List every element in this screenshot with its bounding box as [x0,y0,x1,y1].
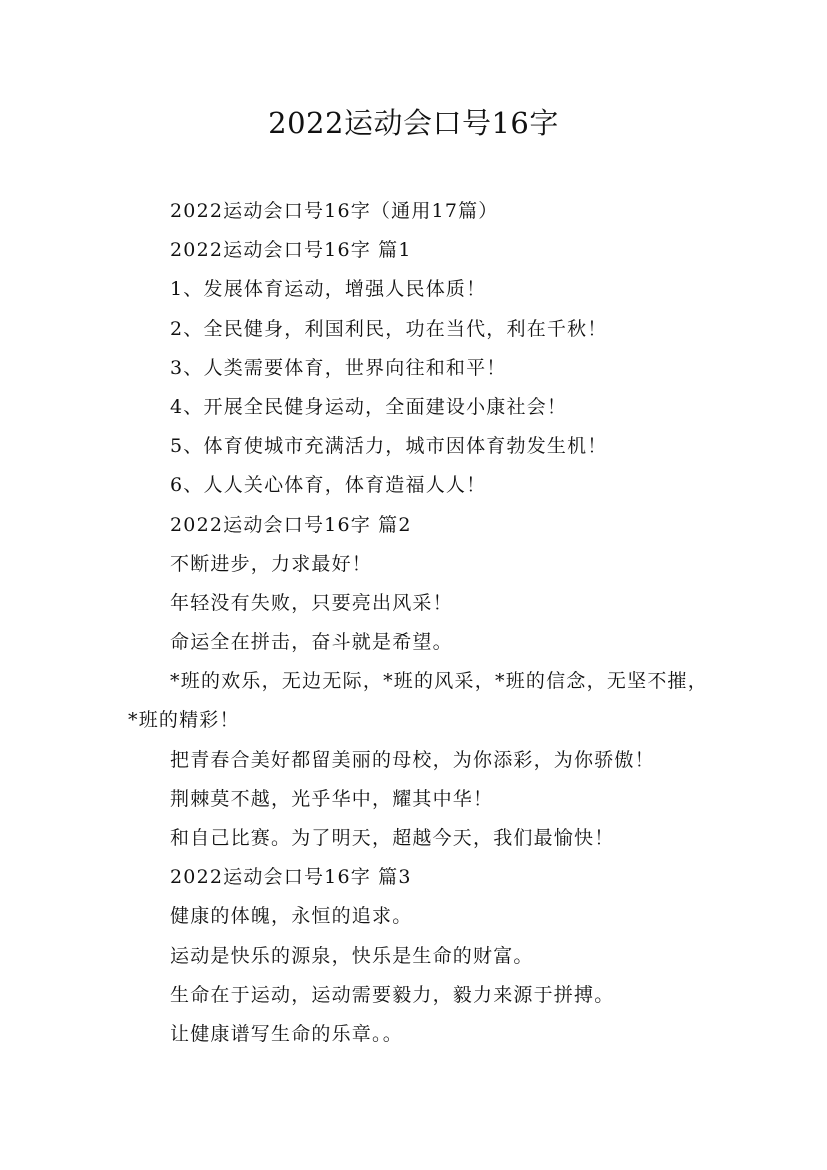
slogan-line: 5、体育使城市充满活力，城市因体育勃发生机！ [170,435,608,458]
document-body [128,192,708,1054]
slogan-line: 命运全在拼击，奋斗就是希望。 [170,631,453,654]
slogan-line: 把青春合美好都留美丽的母校，为你添彩，为你骄傲！ [170,748,655,771]
section-heading: 2022运动会口号16字 篇3 [170,866,412,889]
slogan-line: 4、开展全民健身运动，全面建设小康社会！ [170,395,568,418]
slogan-line: 6、人人关心体育，体育造福人人！ [170,474,487,497]
slogan-line: 3、人类需要体育，世界向往和和平！ [170,356,507,379]
slogan-line: 和自己比赛。为了明天，超越今天，我们最愉快！ [170,827,615,850]
document-title: 2022运动会口号16字 [268,106,559,140]
intro-line: 2022运动会口号16字（通用17篇） [170,200,499,222]
slogan-line: 年轻没有失败，只要亮出风采！ [170,591,453,614]
slogan-line: 让健康谱写生命的乐章。。 [170,1022,403,1045]
slogan-line: 健康的体魄，永恒的追求。 [170,905,413,928]
slogan-line: 运动是快乐的源泉，快乐是生命的财富。 [170,944,534,967]
section-heading: 2022运动会口号16字 篇1 [170,239,412,262]
slogan-line: 生命在于运动，运动需要毅力，毅力来源于拼搏。 [170,983,615,1006]
slogan-paragraph: *班的欢乐，无边无际，*班的风采，*班的信念，无坚不摧，*班的精彩！ [128,670,708,732]
slogan-line: 2、全民健身，利国利民，功在当代，利在千秋！ [170,317,608,340]
slogan-line: 荆棘莫不越，光乎华中，耀其中华！ [170,787,494,810]
slogan-line: 不断进步，力求最好！ [170,552,373,575]
slogan-line: 1、发展体育运动，增强人民体质！ [170,278,487,301]
section-heading: 2022运动会口号16字 篇2 [170,513,412,536]
